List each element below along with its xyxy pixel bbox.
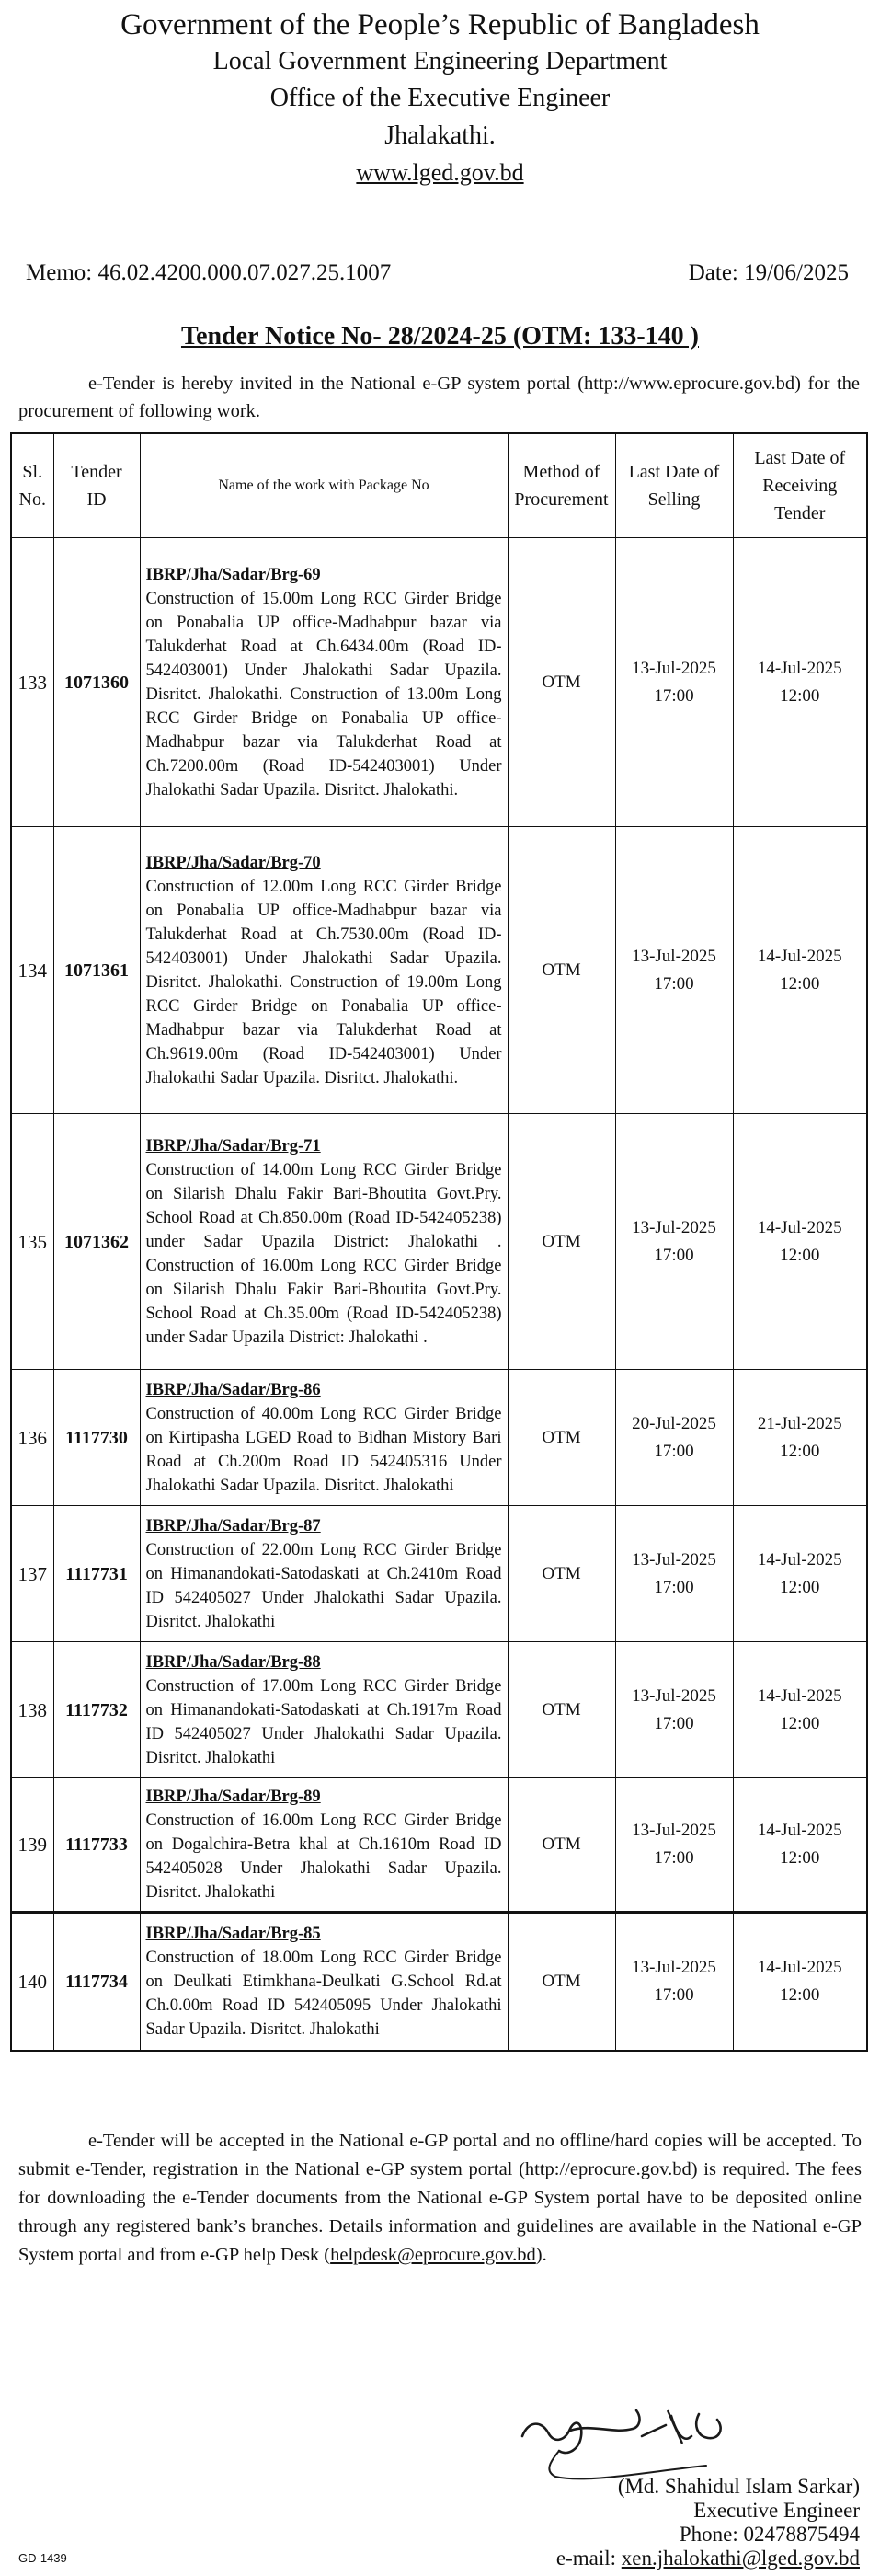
cell-tender-id: 1117734	[53, 1913, 140, 2051]
signatory-email-link[interactable]: xen.jhalokathi@lged.gov.bd	[621, 2547, 860, 2570]
signatory-designation: Executive Engineer	[693, 2499, 860, 2522]
cell-last-selling	[615, 1778, 733, 1913]
notice-date: Date: 19/06/2025	[688, 260, 849, 285]
receiving-date: 21-Jul-2025	[757, 1413, 842, 1433]
table-row	[11, 1913, 867, 2051]
cell-sl: 137	[11, 1506, 53, 1642]
cell-last-receiving	[733, 538, 867, 827]
memo-number: Memo: 46.02.4200.000.07.027.25.1007	[26, 260, 392, 285]
receiving-time: 12:00	[780, 1577, 820, 1597]
receiving-date: 14-Jul-2025	[757, 1217, 842, 1237]
cell-sl: 133	[11, 538, 53, 827]
work-description: Construction of 16.00m Long RCC Girder Bridge on Dogalchira-Betra khal at Ch.1610m Road ID 542405028 Under Jhalokathi Sadar Upazila. Disritct. Jhalokathi	[145, 1811, 502, 1902]
gd-number: GD-1439	[18, 2551, 67, 2565]
selling-date: 13-Jul-2025	[632, 1685, 716, 1706]
cell-last-selling	[615, 538, 733, 827]
table-header-row	[11, 433, 867, 538]
package-number: IBRP/Jha/Sadar/Brg-69	[145, 565, 321, 584]
cell-last-receiving	[733, 1913, 867, 2051]
selling-time: 17:00	[654, 1441, 694, 1461]
cell-work	[140, 1642, 508, 1778]
cell-method: OTM	[508, 1114, 615, 1370]
selling-date: 13-Jul-2025	[632, 946, 716, 966]
receiving-time: 12:00	[780, 685, 820, 706]
table-row	[11, 1642, 867, 1778]
cell-last-selling	[615, 1370, 733, 1506]
handwritten-signature-icon	[504, 2383, 807, 2484]
header-website-link[interactable]: www.lged.gov.bd	[356, 159, 524, 186]
receiving-date: 14-Jul-2025	[757, 1957, 842, 1977]
cell-method: OTM	[508, 1370, 615, 1506]
selling-time: 17:00	[654, 1848, 694, 1868]
table-row	[11, 538, 867, 827]
selling-date: 13-Jul-2025	[632, 1549, 716, 1570]
cell-sl: 136	[11, 1370, 53, 1506]
tender-table	[10, 432, 868, 2052]
table-row	[11, 1506, 867, 1642]
email-label: e-mail:	[555, 2547, 622, 2570]
selling-time: 17:00	[654, 1984, 694, 2005]
selling-date: 13-Jul-2025	[632, 658, 716, 678]
header-last-selling: Last Date of Selling	[615, 433, 733, 538]
cell-sl: 140	[11, 1913, 53, 2051]
selling-time: 17:00	[654, 1577, 694, 1597]
selling-date: 13-Jul-2025	[632, 1821, 716, 1840]
work-description: Construction of 14.00m Long RCC Girder Bridge on Silarish Dhalu Fakir Bari-Bhoutita Govt.Pry. School Road at Ch.850.00m (Road ID-542405238) under Sadar Upazila District: Jhalokathi . Construction of 16.00m Long RCC Girder Bridge on Silarish Dhalu Fakir Bari-Bhoutita Govt.Pry. School Road at Ch.35.00m (Road ID-542405238) under Sadar Upazila District: Jhalokathi .	[145, 1160, 502, 1347]
cell-work	[140, 1114, 508, 1370]
cell-last-selling	[615, 827, 733, 1114]
receiving-time: 12:00	[780, 1984, 820, 2005]
receiving-time: 12:00	[780, 1848, 820, 1868]
cell-method: OTM	[508, 1778, 615, 1913]
selling-date: 20-Jul-2025	[632, 1413, 716, 1433]
receiving-date: 14-Jul-2025	[757, 1685, 842, 1706]
signatory-phone: Phone: 02478875494	[679, 2523, 860, 2546]
cell-method: OTM	[508, 1642, 615, 1778]
cell-tender-id: 1071360	[53, 538, 140, 827]
cell-last-receiving	[733, 1114, 867, 1370]
work-description: Construction of 18.00m Long RCC Girder Bridge on Deulkati Etimkhana-Deulkati G.School Rd.at Ch.0.00m Road ID 542405095 Under Jhalokathi Sadar Upazila. Disritct. Jhalokathi	[145, 1948, 502, 2039]
cell-method: OTM	[508, 1913, 615, 2051]
cell-tender-id: 1071362	[53, 1114, 140, 1370]
cell-sl: 135	[11, 1114, 53, 1370]
cell-tender-id: 1071361	[53, 827, 140, 1114]
package-number: IBRP/Jha/Sadar/Brg-71	[145, 1136, 321, 1156]
header-work: Name of the work with Package No	[140, 433, 508, 538]
footer-tail: ).	[535, 2245, 547, 2265]
cell-tender-id: 1117732	[53, 1642, 140, 1778]
selling-date: 13-Jul-2025	[632, 1957, 716, 1977]
cell-work	[140, 1913, 508, 2051]
work-description: Construction of 15.00m Long RCC Girder Bridge on Ponabalia UP office-Madhabpur bazar via Talukderhat Road at Ch.6434.00m (Road ID-542403001) Under Jhalokathi Sadar Upazila. Disritct. Jhalokathi. Construction of 13.00m Long RCC Girder Bridge on Ponabalia UP office-Madhabpur bazar via Talukderhat Road at Ch.7200.00m (Road ID-542403001) Under Jhalokathi Sadar Upazila. Disritct. Jhalokathi.	[145, 589, 502, 799]
cell-tender-id: 1117730	[53, 1370, 140, 1506]
cell-sl: 139	[11, 1778, 53, 1913]
package-number: IBRP/Jha/Sadar/Brg-87	[145, 1516, 321, 1535]
receiving-date: 14-Jul-2025	[757, 946, 842, 966]
header-last-receiving: Last Date of Receiving Tender	[733, 433, 867, 538]
cell-method: OTM	[508, 827, 615, 1114]
work-description: Construction of 12.00m Long RCC Girder Bridge on Ponabalia UP office-Madhabpur bazar via Talukderhat Road at Ch.7530.00m (Road ID-542403001) Under Jhalokathi Sadar Upazila. Disritct. Jhalokathi. Construction of 19.00m Long RCC Girder Bridge on Ponabalia UP office-Madhabpur bazar via Talukderhat Road at Ch.9619.00m (Road ID-542403001) Under Jhalokathi Sadar Upazila. Disritct. Jhalokathi.	[145, 877, 502, 1087]
cell-tender-id: 1117733	[53, 1778, 140, 1913]
receiving-time: 12:00	[780, 1713, 820, 1733]
cell-sl: 134	[11, 827, 53, 1114]
work-description: Construction of 40.00m Long RCC Girder Bridge on Kirtipasha LGED Road to Bidhan Mistory Bari Road at Ch.200m Road ID 542405316 Under Jhalokathi Sadar Upazila. Disritct. Jhalokathi	[145, 1404, 502, 1495]
cell-last-receiving	[733, 1642, 867, 1778]
header-method: Method of Procurement	[508, 433, 615, 538]
cell-last-selling	[615, 1913, 733, 2051]
work-description: Construction of 22.00m Long RCC Girder Bridge on Himanandokati-Satodaskati at Ch.2410m Road ID 542405027 Under Jhalokathi Sadar Upazila. Disritct. Jhalokathi	[145, 1540, 502, 1631]
cell-last-selling	[615, 1114, 733, 1370]
receiving-date: 14-Jul-2025	[757, 658, 842, 678]
header-government: Government of the People’s Republic of Bangladesh	[120, 8, 760, 41]
receiving-time: 12:00	[780, 1245, 820, 1265]
package-number: IBRP/Jha/Sadar/Brg-70	[145, 853, 321, 872]
signatory-name: (Md. Shahidul Islam Sarkar)	[617, 2475, 860, 2498]
cell-sl: 138	[11, 1642, 53, 1778]
package-number: IBRP/Jha/Sadar/Brg-88	[145, 1652, 321, 1672]
selling-time: 17:00	[654, 685, 694, 706]
footer-text: e-Tender will be accepted in the National e-GP portal and no offline/hard copies will be accepted. To submit e-Tender, registration in the National e-GP system portal (http://eprocure.gov.bd) is required. The fees for downloading the e-Tender documents from the National e-GP System portal have to be deposited online through any registered bank’s branches. Details information and guidelines are available in the National e-GP System portal and from e-GP help Desk (	[18, 2131, 862, 2265]
header-tender-id: Tender ID	[53, 433, 140, 538]
cell-last-receiving	[733, 1506, 867, 1642]
selling-time: 17:00	[654, 1713, 694, 1733]
cell-tender-id: 1117731	[53, 1506, 140, 1642]
cell-work	[140, 1506, 508, 1642]
cell-work	[140, 1778, 508, 1913]
table-row	[11, 1370, 867, 1506]
receiving-date: 14-Jul-2025	[757, 1821, 842, 1840]
header-department: Local Government Engineering Department	[212, 47, 668, 75]
cell-work	[140, 538, 508, 827]
helpdesk-email-link[interactable]: helpdesk@eprocure.gov.bd	[330, 2245, 536, 2265]
package-number: IBRP/Jha/Sadar/Brg-89	[145, 1788, 321, 1806]
cell-last-selling	[615, 1642, 733, 1778]
cell-work	[140, 1370, 508, 1506]
signatory-email-line	[556, 2545, 860, 2572]
table-row	[11, 1114, 867, 1370]
cell-method: OTM	[508, 538, 615, 827]
cell-last-receiving	[733, 1778, 867, 1913]
table-row	[11, 827, 867, 1114]
cell-work	[140, 827, 508, 1114]
header-sl: Sl. No.	[11, 433, 53, 538]
selling-time: 17:00	[654, 973, 694, 994]
receiving-time: 12:00	[780, 973, 820, 994]
signature	[504, 2383, 807, 2484]
receiving-time: 12:00	[780, 1441, 820, 1461]
intro-paragraph: e-Tender is hereby invited in the National e-GP system portal (http://www.eprocure.gov.bd) for the procurement of following work.	[18, 374, 860, 421]
cell-last-selling	[615, 1506, 733, 1642]
selling-time: 17:00	[654, 1245, 694, 1265]
notice-title: Tender Notice No- 28/2024-25 (OTM: 133-140 )	[180, 322, 700, 351]
table-row	[11, 1778, 867, 1913]
receiving-date: 14-Jul-2025	[757, 1549, 842, 1570]
work-description: Construction of 17.00m Long RCC Girder Bridge on Himanandokati-Satodaskati at Ch.1917m Road ID 542405027 Under Jhalokathi Sadar Upazila. Disritct. Jhalokathi	[145, 1676, 502, 1767]
cell-last-receiving	[733, 827, 867, 1114]
selling-date: 13-Jul-2025	[632, 1217, 716, 1237]
footer-paragraph	[18, 2127, 862, 2270]
cell-method: OTM	[508, 1506, 615, 1642]
header-location: Jhalakathi.	[384, 121, 496, 150]
package-number: IBRP/Jha/Sadar/Brg-86	[145, 1380, 321, 1399]
header-office: Office of the Executive Engineer	[269, 84, 611, 112]
package-number: IBRP/Jha/Sadar/Brg-85	[145, 1924, 321, 1943]
cell-last-receiving	[733, 1370, 867, 1506]
